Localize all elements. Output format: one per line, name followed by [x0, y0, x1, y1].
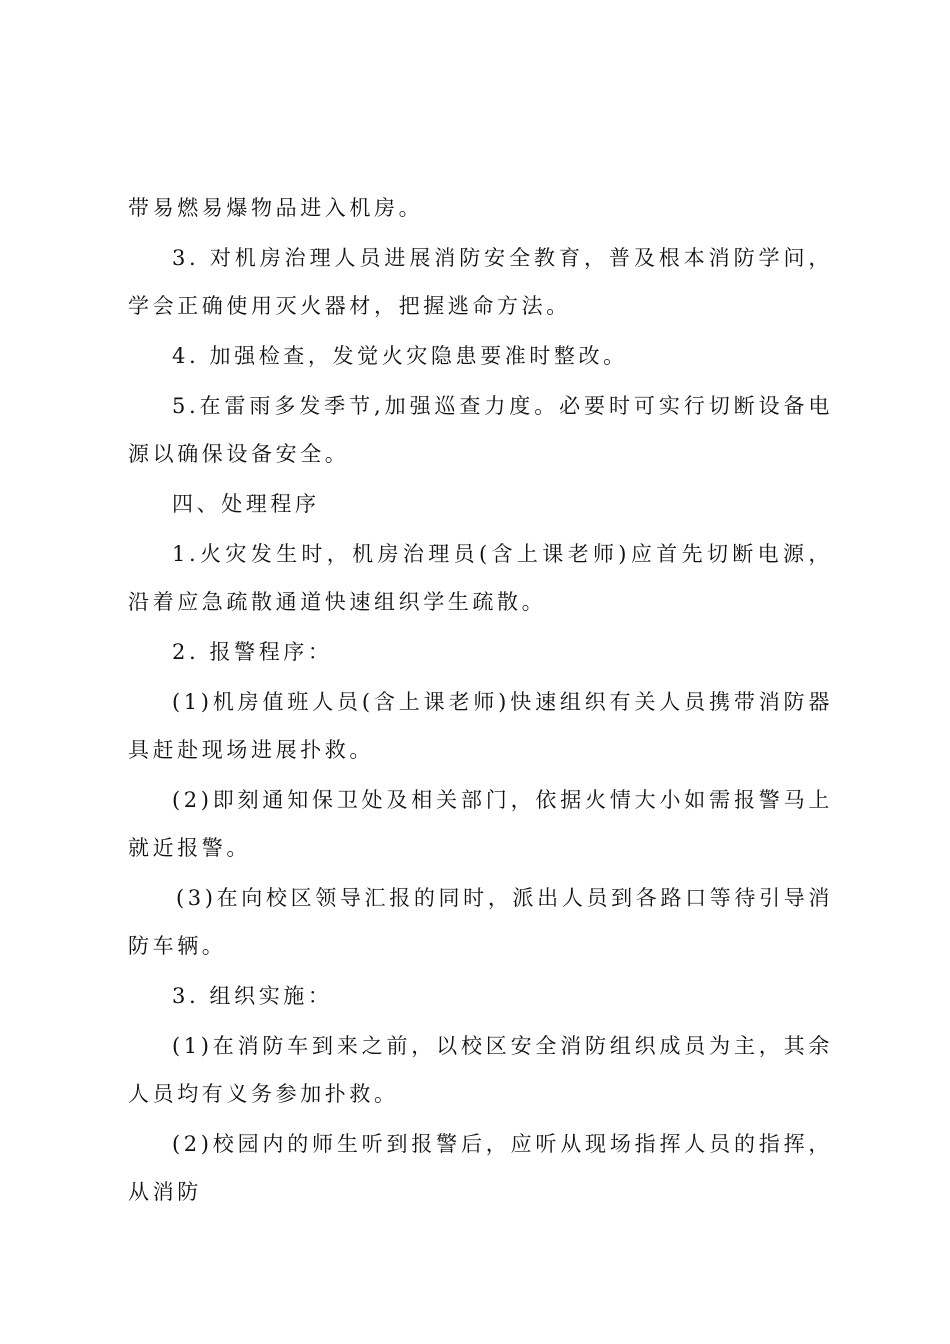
paragraph-item-4: 4. 加强检查，发觉火灾隐患要准时整改。: [172, 344, 628, 368]
paragraph-procedure-3: 3. 组织实施：: [172, 984, 333, 1008]
paragraph-item-3: 3. 对机房治理人员进展消防安全教育，普及根本消防学问，学会正确使用灭火器材，把握逃命方法。: [128, 246, 833, 318]
paragraph-implement-1: (1)在消防车到来之前，以校区安全消防组织成员为主，其余人员均有义务参加扑救。: [128, 1034, 833, 1106]
document-body: [128, 184, 833, 1218]
paragraph-implement-2: (2)校园内的师生听到报警后，应听从现场指挥人员的指挥，从消防: [128, 1132, 833, 1204]
paragraph-alarm-2: (2)即刻通知保卫处及相关部门，依据火情大小如需报警马上就近报警。: [128, 788, 833, 860]
paragraph-alarm-3: (3)在向校区领导汇报的同时，派出人员到各路口等待引导消防车辆。: [128, 886, 833, 958]
paragraph-procedure-2: 2. 报警程序：: [172, 640, 333, 664]
section-heading-procedure: 四、处理程序: [172, 492, 320, 516]
paragraph-procedure-1: 1.火灾发生时，机房治理员(含上课老师)应首先切断电源，沿着应急疏散通道快速组织学生疏散。: [128, 542, 833, 614]
paragraph-continuation: 带易燃易爆物品进入机房。: [128, 196, 424, 220]
paragraph-alarm-1: (1)机房值班人员(含上课老师)快速组织有关人员携带消防器具赶赴现场进展扑救。: [128, 690, 833, 762]
paragraph-item-5: 5.在雷雨多发季节,加强巡查力度。必要时可实行切断设备电源以确保设备安全。: [128, 394, 833, 466]
